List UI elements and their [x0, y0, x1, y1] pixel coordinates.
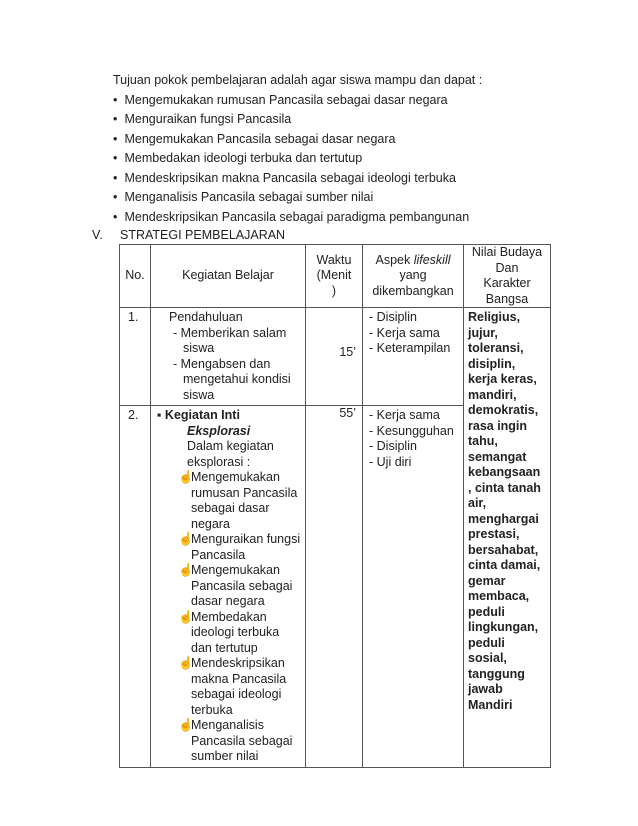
objective-item: • Menguraikan fungsi Pancasila	[113, 112, 292, 126]
section-number: V.	[92, 228, 103, 242]
table-header-row	[120, 245, 551, 308]
objective-item: • Mengemukakan rumusan Pancasila sebagai dasar negara	[113, 92, 448, 107]
row-number: 2.	[120, 406, 151, 768]
square-bullet-icon: ▪	[157, 408, 162, 422]
pointing-hand-icon: ☝	[178, 656, 194, 670]
objectives-lead: Tujuan pokok pembelajaran adalah agar siswa mampu dan dapat :	[113, 73, 483, 87]
pointing-hand-icon: ☝	[178, 563, 194, 577]
kegiatan-cell: Pendahuluan - Memberikan salam siswa - Mengabsen dan mengetahui kondisi siswa	[151, 308, 306, 406]
header-waktu: Waktu (Menit )	[306, 245, 363, 308]
row-number: 1.	[120, 308, 151, 406]
header-aspek: Aspek lifeskill yang dikembangkan	[363, 245, 464, 308]
section-heading	[92, 228, 285, 242]
table-row	[120, 308, 551, 406]
objective-item: • Menganalisis Pancasila sebagai sumber nilai	[113, 190, 374, 204]
header-kegiatan: Kegiatan Belajar	[151, 245, 306, 308]
pointing-hand-icon: ☝	[178, 609, 194, 624]
objective-item: • Mendeskripsikan Pancasila sebagai paradigma pembangunan	[113, 209, 470, 224]
header-no: No.	[120, 245, 151, 308]
objectives-block	[113, 71, 533, 227]
aspek-cell: - Disiplin - Kerja sama - Keterampilan	[363, 308, 464, 406]
pointing-hand-icon: ☝	[178, 532, 194, 546]
objective-item: • Mengemukakan Pancasila sebagai dasar negara	[113, 131, 396, 146]
strategy-table	[119, 244, 551, 768]
nilai-cell: Religius, jujur, toleransi, disiplin, kerja keras, mandiri, demokratis, rasa ingin tahu, semangat kebangsaan , cinta tanah air, menghargai prestasi, bersahabat, cinta damai, gemar membaca, peduli lingkungan, peduli sosial, tanggung jawab Mandiri	[464, 308, 551, 768]
waktu-cell: 55’	[306, 406, 363, 768]
objective-item: • Mendeskripsikan makna Pancasila sebagai ideologi terbuka	[113, 170, 456, 185]
pointing-hand-icon: ☝	[178, 470, 194, 484]
objective-item: • Membedakan ideologi terbuka dan tertutup	[113, 151, 363, 165]
waktu-cell: 15’	[306, 308, 363, 406]
pointing-hand-icon: ☝	[178, 718, 194, 732]
section-title: STRATEGI PEMBELAJARAN	[120, 228, 286, 242]
kegiatan-cell: ▪ Kegiatan Inti Eksplorasi Dalam kegiatan eksplorasi : ☝Mengemukakan rumusan Pancasila sebagai dasar negara ☝Menguraikan fungsi Pancasila ☝Mengemukakan Pancasila sebagai dasar negara ☝Membedakan ideologi terbuka dan tertutup ☝Mendeskripsikan makna Pancasila sebagai ideologi terbuka ☝Menganalisis Pancasila sebagai sumber nilai	[151, 406, 306, 768]
header-nilai: Nilai Budaya Dan Karakter Bangsa	[464, 245, 551, 308]
aspek-cell: - Kerja sama - Kesungguhan - Disiplin - Uji diri	[363, 406, 464, 768]
